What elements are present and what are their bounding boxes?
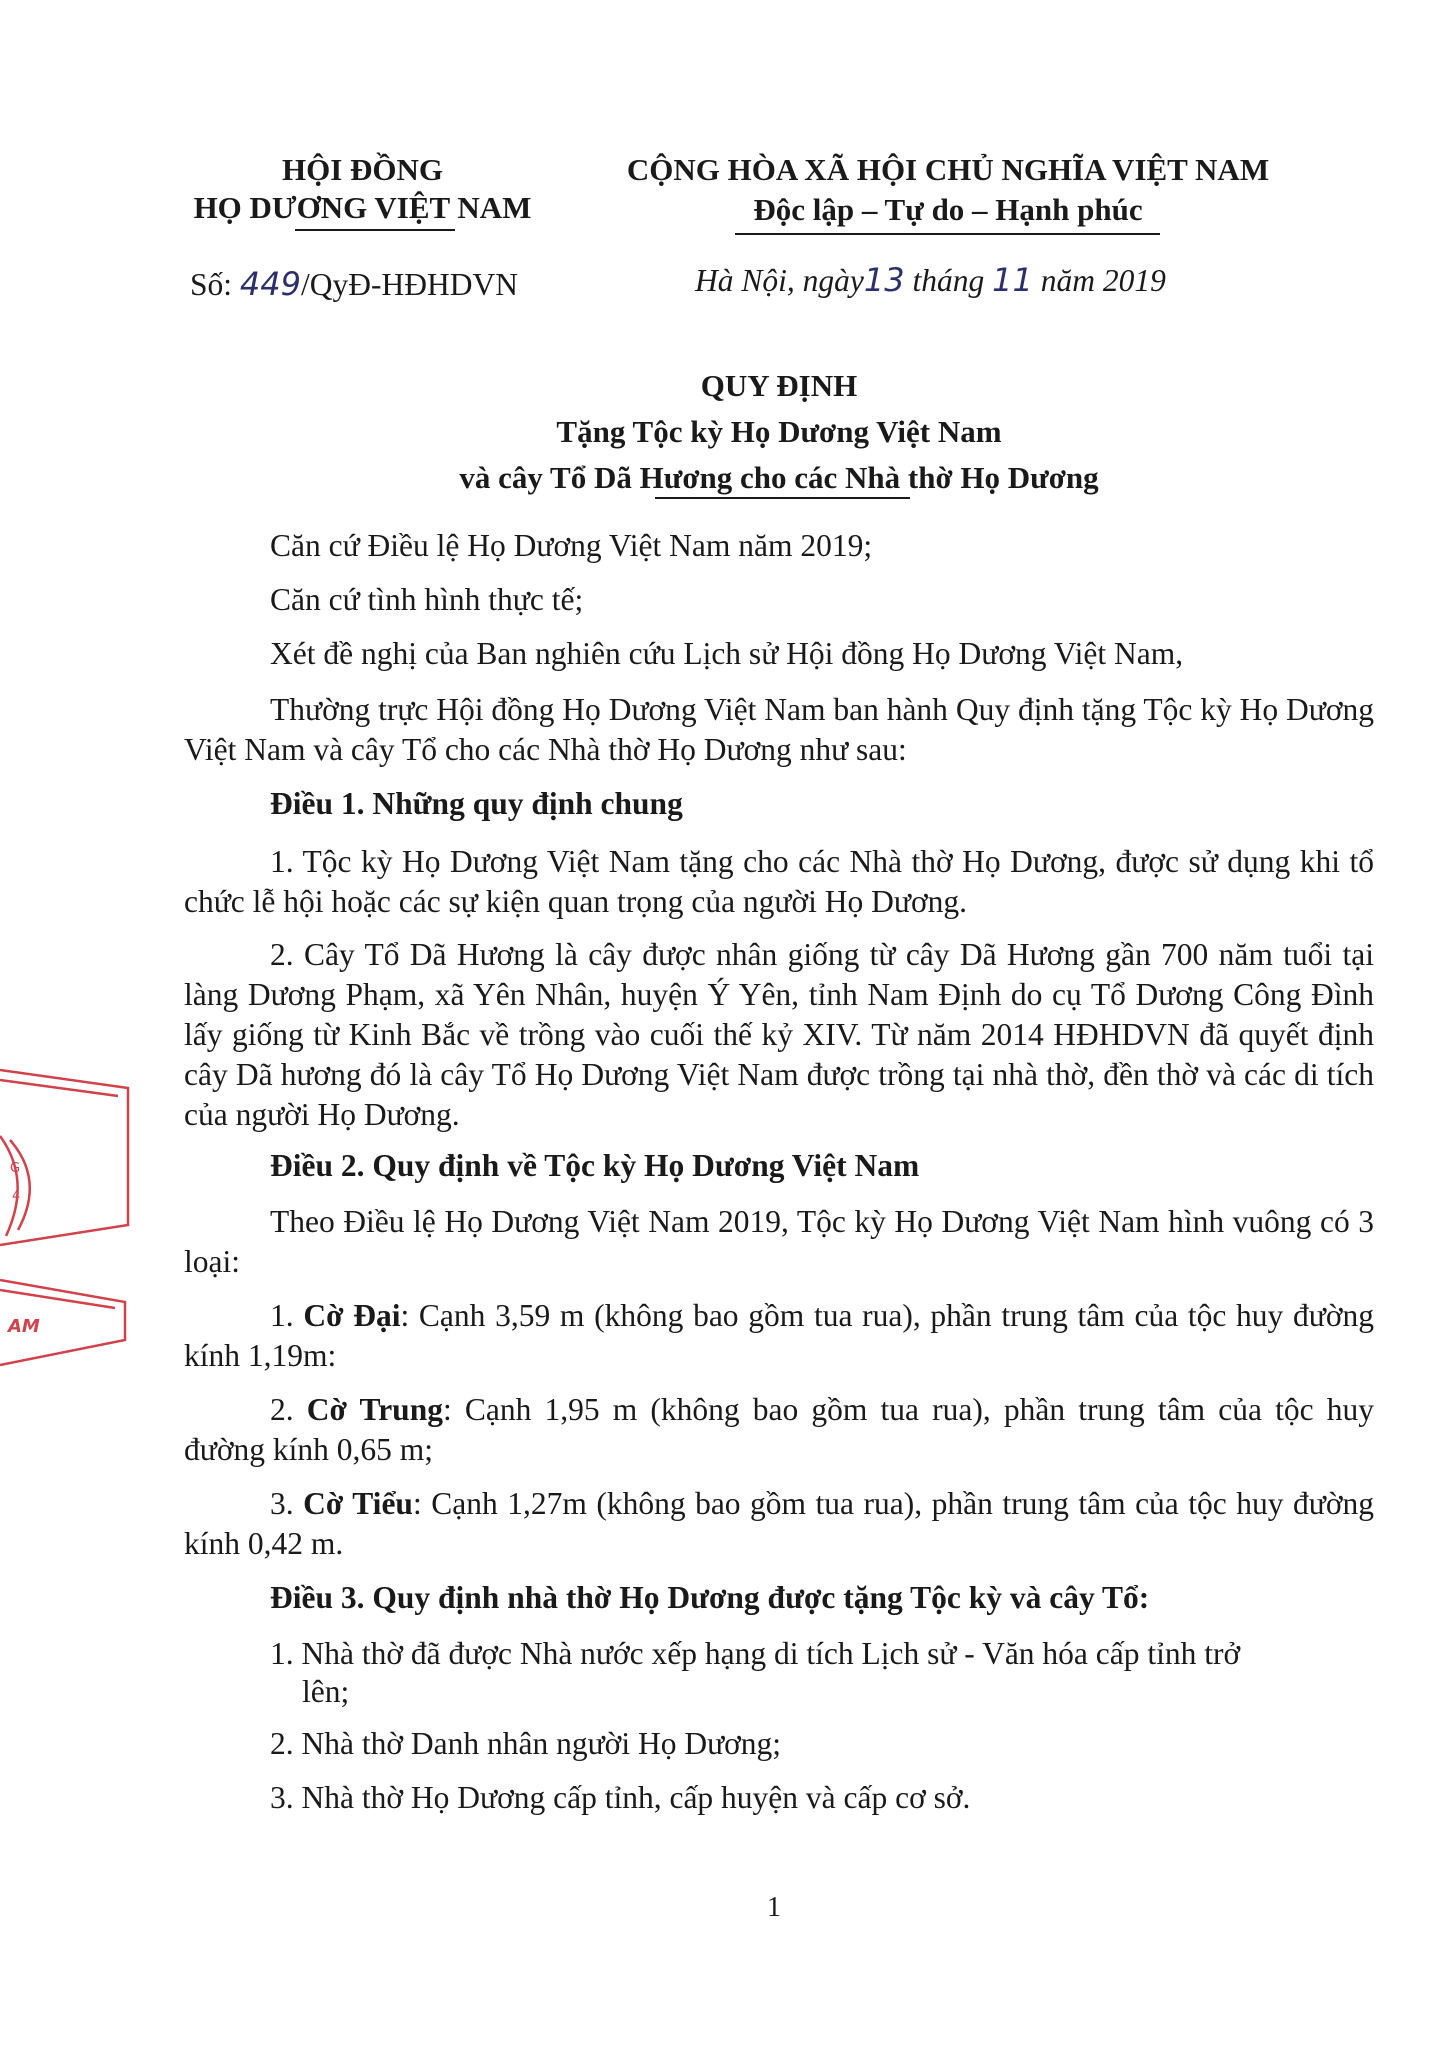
article2-heading: Điều 2. Quy định về Tộc kỳ Họ Dương Việt Nam bbox=[270, 1148, 920, 1183]
national-motto: Độc lập – Tự do – Hạnh phúc bbox=[753, 192, 1143, 227]
year-text: năm 2019 bbox=[1040, 263, 1166, 298]
article2-item3 bbox=[184, 1484, 1374, 1564]
stamp-fragment-2: 4 bbox=[12, 1189, 21, 1204]
document-title: QUY ĐỊNH bbox=[700, 368, 858, 403]
day-handwritten: 13 bbox=[863, 261, 905, 299]
flag-medium-label: Cờ Trung bbox=[306, 1392, 443, 1427]
number-prefix: Số: bbox=[190, 267, 233, 302]
issuance-paragraph: Thường trực Hội đồng Họ Dương Việt Nam ban hành Quy định tặng Tộc kỳ Họ Dương Việt Nam và cây Tổ cho các Nhà thờ Họ Dương như sau: bbox=[184, 692, 1374, 767]
flag-medium-spec: : Cạnh 1,95 m (không bao gồm tua rua), phần trung tâm của tộc huy đường kính 0,65 m; bbox=[184, 1392, 1374, 1467]
document-number bbox=[190, 264, 518, 305]
article3-item2: 2. Nhà thờ Danh nhân người Họ Dương; bbox=[270, 1726, 782, 1761]
official-seal-stamp bbox=[0, 1040, 140, 1380]
place-date-prefix: Hà Nội, ngày bbox=[695, 263, 864, 298]
article3-item3: 3. Nhà thờ Họ Dương cấp tỉnh, cấp huyện và cấp cơ sở. bbox=[270, 1780, 971, 1815]
article3-item1-line2: lên; bbox=[302, 1674, 350, 1709]
org-name-line2: HỌ DƯƠNG VIỆT NAM bbox=[193, 190, 532, 225]
seal-stamp-graphic bbox=[0, 1040, 140, 1380]
flag-small-spec: : Cạnh 1,27m (không bao gồm tua rua), phần trung tâm của tộc huy đường kính 0,42 m. bbox=[184, 1486, 1374, 1561]
number-handwritten: 449 bbox=[239, 265, 301, 303]
article2-item1 bbox=[184, 1296, 1374, 1376]
article2-item2 bbox=[184, 1390, 1374, 1470]
item2-number: 2. bbox=[270, 1392, 307, 1427]
article1-item1: 1. Tộc kỳ Họ Dương Việt Nam tặng cho các Nhà thờ Họ Dương, được sử dụng khi tổ chức lễ hội hoặc các sự kiện quan trọng của người Họ Dương. bbox=[184, 844, 1374, 919]
item3-number: 3. bbox=[270, 1486, 304, 1521]
document-subtitle-2: và cây Tổ Dã Hương cho các Nhà thờ Họ Dương bbox=[459, 460, 1099, 495]
flag-large-spec: : Cạnh 3,59 m (không bao gồm tua rua), phần trung tâm của tộc huy đường kính 1,19m: bbox=[184, 1298, 1374, 1373]
article1-heading: Điều 1. Những quy định chung bbox=[270, 786, 683, 821]
basis-situation: Căn cứ tình hình thực tế; bbox=[270, 582, 584, 617]
place-date bbox=[695, 260, 1166, 301]
article1-item2: 2. Cây Tổ Dã Hương là cây được nhân giống từ cây Dã Hương gần 700 năm tuổi tại làng Dương Phạm, xã Yên Nhân, huyện Ý Yên, tỉnh Nam Định do cụ Tổ Dương Công Đình lấy giống từ Kinh Bắc về trồng vào cuối thế kỷ XIV. Từ năm 2014 HĐHDVN đã quyết định cây Dã hương đó là cây Tổ Họ Dương Việt Nam được trồng tại nhà thờ, đền thờ và các di tích của người Họ Dương. bbox=[184, 937, 1374, 1132]
number-suffix: /QyĐ-HĐHDVN bbox=[300, 267, 518, 302]
basis-charter: Căn cứ Điều lệ Họ Dương Việt Nam năm 2019; bbox=[270, 528, 873, 563]
country-name: CỘNG HÒA XÃ HỘI CHỦ NGHĨA VIỆT NAM bbox=[626, 152, 1270, 187]
flag-small-label: Cờ Tiểu bbox=[303, 1486, 413, 1521]
month-label: tháng bbox=[912, 263, 985, 298]
org-underline bbox=[295, 229, 455, 231]
page-number: 1 bbox=[767, 1892, 781, 1923]
flag-large-label: Cờ Đại bbox=[303, 1298, 401, 1333]
article2-intro: Theo Điều lệ Họ Dương Việt Nam 2019, Tộc kỳ Họ Dương Việt Nam hình vuông có 3 loại: bbox=[184, 1204, 1374, 1279]
month-handwritten: 11 bbox=[992, 261, 1033, 299]
org-name-line1: HỘI ĐỒNG bbox=[281, 152, 444, 187]
document-subtitle-1: Tặng Tộc kỳ Họ Dương Việt Nam bbox=[556, 414, 1002, 449]
article3-heading: Điều 3. Quy định nhà thờ Họ Dương được tặng Tộc kỳ và cây Tổ: bbox=[270, 1580, 1150, 1615]
basis-proposal: Xét đề nghị của Ban nghiên cứu Lịch sử Hội đồng Họ Dương Việt Nam, bbox=[270, 636, 1184, 671]
stamp-fragment-1: G bbox=[10, 1161, 21, 1176]
motto-underline bbox=[735, 233, 1160, 235]
title-underline bbox=[655, 497, 910, 499]
article3-item1-line1: 1. Nhà thờ đã được Nhà nước xếp hạng di tích Lịch sử - Văn hóa cấp tỉnh trở bbox=[270, 1636, 1241, 1671]
item1-number: 1. bbox=[270, 1298, 304, 1333]
stamp-fragment-3: AM bbox=[8, 1316, 40, 1337]
